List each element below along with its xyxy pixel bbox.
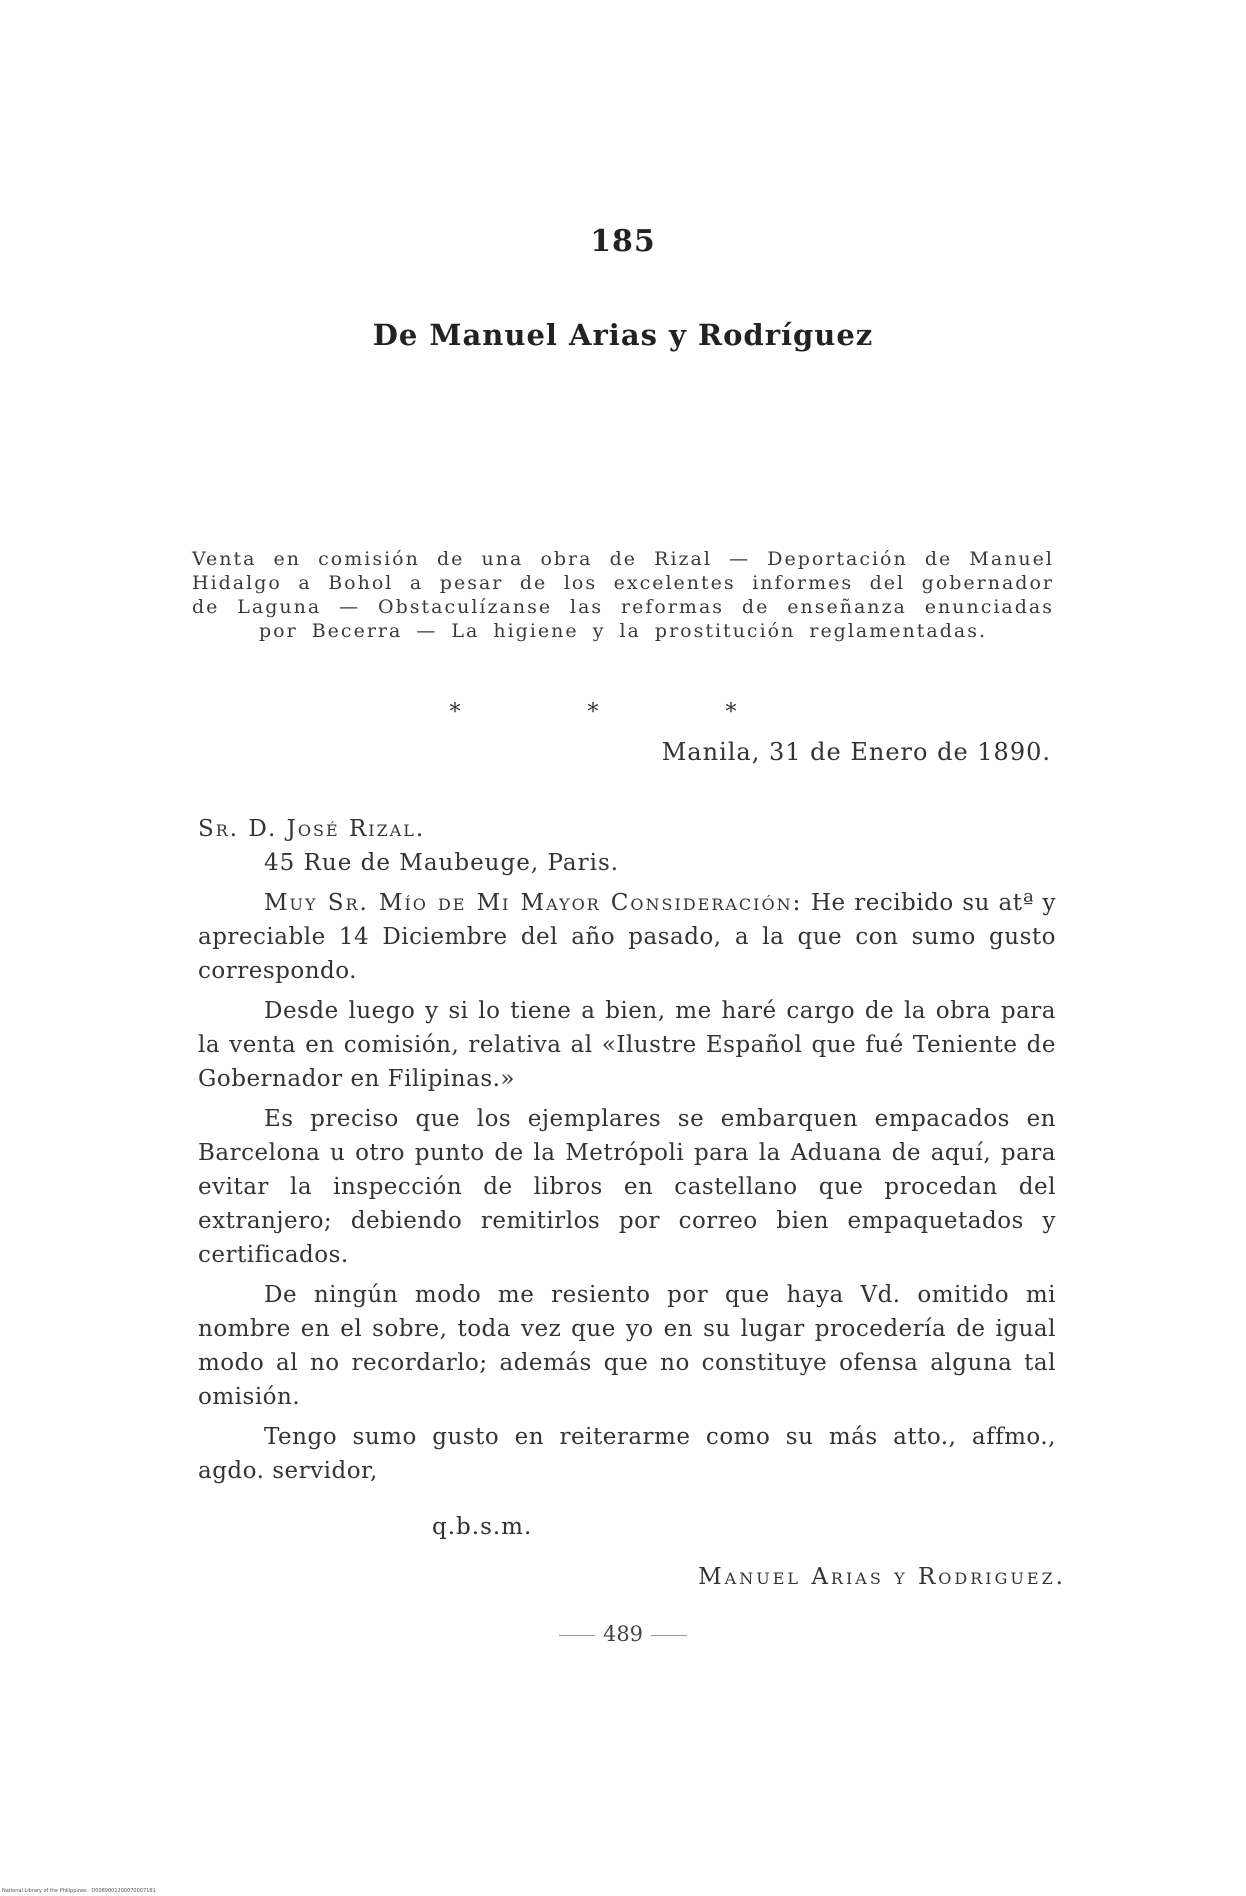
paragraph: De ningún modo me resiento por que haya Vd. omitido mi nombre en el sobre, toda vez que yo en su lugar procedería de igual modo al no recordarlo; además que no constituye ofensa alguna tal omisión. [198,1282,1056,1410]
document-number: 185 [590,224,656,259]
recipient-address: 45 Rue de Maubeuge, Paris. [264,850,620,876]
signature: Manuel Arias y Rodriguez. [698,1564,1066,1590]
dash-right [651,1635,687,1636]
letter-title: De Manuel Arias y Rodríguez [372,318,874,352]
dateline: Manila, 31 de Enero de 1890. [661,738,1051,766]
section-separator: * * * [449,700,797,725]
letter-summary [192,547,1054,643]
page-number-text: 489 [602,1622,644,1646]
letter-body [198,886,1056,1494]
salutation: Muy Sr. Mío de Mi Mayor Consideración: [264,890,803,916]
paragraph: Es preciso que los ejemplares se embarquen empacados en Barcelona u otro punto de la Metrópoli para la Aduana de aquí, para evitar la inspección de libros en castellano que procedan del extranjero; debiendo remitirlos por correo bien empaquetados y certificados. [198,1106,1056,1268]
recipient-name: Sr. D. José Rizal. [198,816,426,842]
paragraph: Desde luego y si lo tiene a bien, me haré cargo de la obra para la venta en comisión, relativa al «Ilustre Español que fué Teniente de Gobernador en Filipinas.» [198,998,1056,1092]
dash-left [559,1635,595,1636]
paragraph: Tengo sumo gusto en reiterarme como su más atto., affmo., agdo. servidor, [198,1424,1056,1484]
paragraph [198,886,1056,988]
footer-credit: National Library of the Philippines · D0089001200070007181 [2,1888,156,1894]
closing-formula: q.b.s.m. [432,1514,533,1540]
page-number [0,1622,1246,1646]
paragraph-text: He recibido su atª y apreciable 14 Diciembre del año pasado, a la que con sumo gusto correspondo. [198,890,1056,984]
address-block [198,812,619,880]
summary-text: Venta en comisión de una obra de Rizal — Deportación de Manuel Hidalgo a Bohol a pesar de los excelentes informes del gobernador de Laguna — Obstaculízanse las reformas de enseñanza enunciadas por Becerra — La higiene y la prostitución reglamentadas. [192,548,1054,642]
